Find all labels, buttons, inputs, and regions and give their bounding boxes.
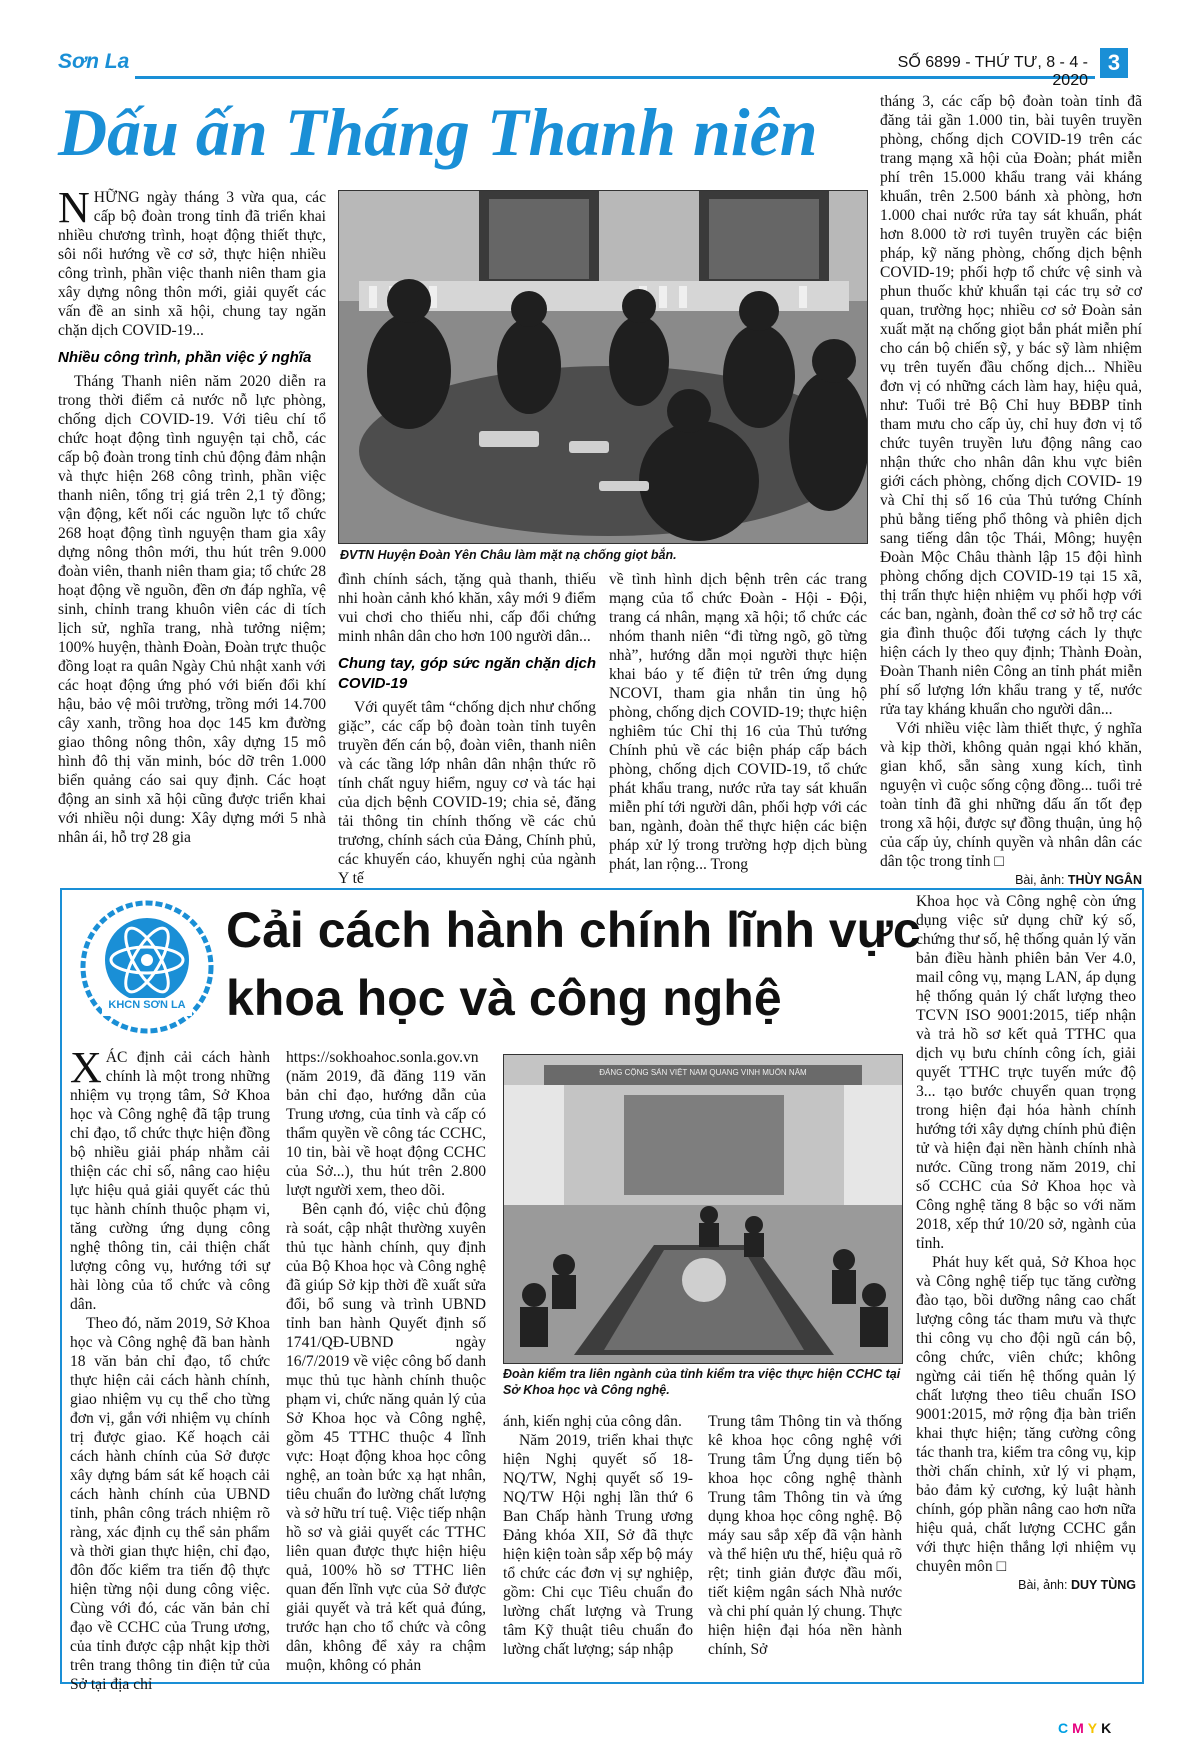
page-number: 3	[1100, 48, 1128, 78]
article2-col4	[708, 1412, 902, 1659]
khcn-logo	[78, 898, 216, 1036]
article1-dropcap: N	[58, 183, 90, 232]
article2-title-line2: khoa học và công nghệ	[226, 970, 782, 1026]
article1-title: Dấu ấn Tháng Thanh niên	[58, 94, 818, 170]
article2-col3	[503, 1412, 693, 1659]
article2-p2: https://sokhoahoc.sonla.gov.vn (năm 2019, đã đăng 119 văn bản chỉ đạo, hướng dẫn của Trung ương, của tỉnh và cấp có thẩm quyền về công tác CCHC, 10 tin, bài về hoạt động CCHC của Sở...), thu hút trên 2.800 lượt người xem, theo dõi.	[286, 1049, 486, 1199]
article2-photo	[503, 1054, 903, 1364]
article1-p3: Với quyết tâm “chống dịch như chống giặc”, các cấp bộ đoàn toàn tỉnh tuyên truyền đến cán bộ, đoàn viên, thanh niên và các tầng lớp nhân dân nhận thức rõ tính chất nguy hiểm, nguy cơ và tác hại của dịch bệnh COVID-19; chia sẻ, đăng tải thông tin chính thống về các chủ trương, chính sách của Đảng, Chính phủ, các khuyến cáo, khuyến nghị của ngành Y tế	[338, 699, 596, 887]
article2-col1	[70, 1043, 270, 1694]
khcn-logo-text: KHCN SƠN LA	[108, 999, 186, 1011]
cmyk-k: K	[1101, 1720, 1116, 1736]
section-name: Sơn La	[58, 50, 130, 73]
cmyk-y: Y	[1087, 1720, 1102, 1736]
meeting-photo-icon	[504, 1055, 902, 1363]
end-mark-icon: □	[996, 1558, 1006, 1575]
article2-p5: Năm 2019, triển khai thực hiện Nghị quyết số 18-NQ/TW, Nghị quyết số 19-NQ/TW Hội nghị lần thứ 6 Ban Chấp hành Trung ương Đảng khóa XII, Sở đã thực hiện kiện toàn sắp xếp bộ máy tổ chức các đơn vị sự nghiệp, gồm: Chi cục Tiêu chuẩn đo lường chất lượng và Trung tâm Kỹ thuật tiêu chuẩn đo lường chất lượng; sáp nhập	[503, 1432, 693, 1658]
article2-p4: ánh, kiến nghị của công dân.	[503, 1413, 682, 1430]
article2-col5	[916, 892, 1136, 1595]
article1-col1	[58, 183, 326, 847]
khcn-atom-logo-icon	[78, 898, 216, 1036]
article2-byline: Bài, ảnh: DUY TÙNG	[1018, 1578, 1136, 1592]
cmyk-c: C	[1058, 1720, 1073, 1736]
article2-col2	[286, 1048, 486, 1675]
article1-subhead2: Chung tay, góp sức ngăn chặn dịch COVID-19	[338, 655, 596, 692]
article2-p6: Trung tâm Thông tin và thống kê khoa học công nghệ với Trung tâm Ứng dụng tiến bộ khoa học công nghệ thành Trung tâm Thông tin và ứng dụng khoa học công nghệ. Bộ máy sau sắp xếp đã vận hành và thể hiện ưu thế, hiệu quả rõ rệt; tinh giản được đầu mối, tiết kiệm ngân sách Nhà nước và chi phí quản lý chung. Thực hiện hiện đại hóa nền hành chính, Sở	[708, 1413, 902, 1658]
article2-p8: Phát huy kết quả, Sở Khoa học và Công nghệ tiếp tục tăng cường đào tạo, bồi dưỡng nâng cao chất lượng công tác tham mưu và thực thi công vụ cho đội ngũ cán bộ, công chức, viên chức; không ngừng cải tiến hệ thống quản lý chất lượng theo tiêu chuẩn ISO 9001:2015, mở rộng địa bàn triển khai thực hiện; tăng cường công tác thanh tra, kiểm tra công vụ, kịp thời chấn chỉnh, xử lý vi phạm, bảo đảm kỷ cương, kỷ luật hành chính, góp phần nâng cao hơn nữa hiệu quả, chất lượng CCHC gắn với thực hiện thắng lợi nhiệm vụ chuyên môn □	[916, 1254, 1136, 1575]
article2-dropcap: X	[70, 1043, 102, 1092]
article1-subhead1: Nhiều công trình, phần việc ý nghĩa	[58, 349, 312, 366]
article2-photo-caption: Đoàn kiểm tra liên ngành của tỉnh kiểm tra việc thực hiện CCHC tại Sở Khoa học và Công nghệ.	[503, 1367, 901, 1397]
article2-p1: Theo đó, năm 2019, Sở Khoa học và Công nghệ đã ban hành 18 văn bản chỉ đạo, tổ chức thực hiện cải cách hành chính, giao nhiệm vụ cụ thể cho từng đơn vị, gắn với nhiệm vụ chính trị được giao. Kế hoạch cải cách hành chính của Sở được xây dựng bám sát kế hoạch cải cách hành chính của UBND tỉnh, phân công trách nhiệm rõ ràng, xác định cụ thể sản phẩm và thời gian thực hiện, chỉ đạo, đôn đốc kiểm tra tiến độ thực hiện từng nội dung công việc. Cùng với đó, các văn bản chỉ đạo về CCHC của Trung ương, của tỉnh được cập nhật kịp thời trên trang thông tin điện tử của Sở tại địa chỉ	[70, 1315, 270, 1693]
workshop-photo-icon	[339, 191, 867, 543]
article1-col3	[609, 570, 867, 874]
article1-p2: đình chính sách, tặng quà thanh, thiếu nhi hoàn cảnh khó khăn, xây mới 9 điểm vui chơi cho thiếu nhi, cấp đổi chứng minh nhân dân cho hơn 100 người dân...	[338, 571, 596, 645]
issue-info: SỐ 6899 - THỨ TƯ, 8 - 4 - 2020	[897, 54, 1088, 89]
article1-lead: HỮNG ngày tháng 3 vừa qua, các cấp bộ đoàn trong tỉnh đã triển khai nhiều chương trình, hoạt động thiết thực, sôi nổi hướng về cơ sở, thực hiện nhiều công trình, phần việc thanh niên tham gia xây dựng nông thôn mới, giải quyết các vấn đề an sinh xã hội, chung tay ngăn chặn dịch COVID-19...	[58, 189, 326, 339]
article1-byline: Bài, ảnh: THÙY NGÂN	[1015, 873, 1142, 887]
cmyk-m: M	[1072, 1720, 1088, 1736]
article1-photo	[338, 190, 868, 544]
article2-lead: ÁC định cải cách hành chính là một trong những nhiệm vụ trọng tâm, Sở Khoa học và Công nghệ đã tập trung chỉ đạo, tổ chức thực hiện đồng bộ nhiều giải pháp nhằm cải thiện các chỉ số, nâng cao hiệu lực hiệu quả giải quyết các thủ tục hành chính thuộc phạm vi, tăng cường ứng dụng công nghệ thông tin, cải thiện chất lượng công vụ, hướng tới sự hài lòng của tổ chức và công dân.	[70, 1049, 270, 1313]
article1-p4: về tình hình dịch bệnh trên các trang mạng của tổ chức Đoàn - Hội - Đội, trang cá nhân, mạng xã hội; tổ chức các nhóm thanh niên “đi từng ngõ, gõ từng nhà”, hướng dẫn mọi người thực hiện khai báo y tế điện tử trên ứng dụng NCOVI, tham gia nhắn tin ủng hộ phòng, chống dịch COVID-19; thực hiện nghiêm túc Chỉ thị 16 của Thủ tướng Chính phủ về các biện pháp cấp bách phòng, chống dịch COVID-19, tổ chức phát khẩu trang, nước rửa tay sát khuẩn miễn phí tới người dân, phối hợp với các ban, ngành, đoàn thể thực hiện các biện pháp xử lý trong trường hợp dịch bùng phát, lan rộng... Trong	[609, 571, 867, 873]
meeting-banner: ĐẢNG CỘNG SẢN VIỆT NAM QUANG VINH MUÔN NĂM	[599, 1068, 807, 1077]
article1-photo-caption: ĐVTN Huyện Đoàn Yên Châu làm mặt nạ chống giọt bắn.	[340, 548, 677, 562]
article2-p3: Bên cạnh đó, việc chủ động rà soát, cập nhật thường xuyên thủ tục hành chính, quy định của Bộ Khoa học và Công nghệ đã giúp Sở kịp thời đề xuất sửa đổi, bổ sung và trình UBND tỉnh ban hành Quyết định số 1741/QĐ-UBND ngày 16/7/2019 về việc công bố danh mục thủ tục hành chính thuộc phạm vi, chức năng quản lý của Sở Khoa học và Công nghệ, gồm 45 TTHC thuộc 4 lĩnh vực: Hoạt động khoa học công nghệ, an toàn bức xạ hạt nhân, tiêu chuẩn đo lường chất lượng và sở hữu trí tuệ. Việc tiếp nhận hồ sơ và giải quyết các TTHC liên quan được thực hiện hiệu quả, 100% hồ sơ TTHC liên quan đến lĩnh vực của Sở được giải quyết và trả kết quả đúng, trước hạn cho tổ chức và công dân, không để xảy ra chậm muộn, không có phản	[286, 1201, 486, 1674]
article1-col4	[880, 92, 1142, 890]
article1-p6: Với nhiều việc làm thiết thực, ý nghĩa và kịp thời, không quản ngại khó khăn, gian khổ, sẵn sàng xung kích, tình nguyện vì cuộc sống cộng đồng... tuổi trẻ toàn tỉnh đã ghi những dấu ấn tốt đẹp trong xã hội, được sự đồng thuận, ủng hộ của cấp ủy, chính quyền và nhân dân các dân tộc trong tỉnh □	[880, 720, 1142, 870]
article1-col2	[338, 570, 596, 888]
end-mark-icon: □	[994, 853, 1004, 870]
cmyk-marks	[1058, 1720, 1115, 1736]
article2-p7: Khoa học và Công nghệ còn ứng dụng việc sử dụng chữ ký số, chứng thư số, hệ thống quản lý văn bản điều hành phiên bản Ver 4.0, mail công vụ, mạng LAN, áp dụng hệ thống quản lý chất lượng theo TCVN ISO 9001:2015, tiếp nhận và trả hồ sơ kết quả TTHC qua dịch vụ bưu chính công ích, giải quyết TTHC trực tuyến mức độ 3... tạo bước chuyển quan trọng trong hiện đại hóa hành chính hướng tới xây dựng chính phủ điện tử và hiện đại nền hành chính nhà nước. Cũng trong năm 2019, chỉ số CCHC của Sở Khoa học và Công nghệ tăng 8 bậc so với năm 2018, xếp thứ 10/20 sở, ngành của tỉnh.	[916, 893, 1136, 1252]
article1-p5: tháng 3, các cấp bộ đoàn toàn tỉnh đã đăng tải gần 1.000 tin, bài tuyên truyền phòng, chống dịch COVID-19 trên các trang mạng xã hội của Đoàn; phát miễn phí trên 15.000 khẩu trang vải kháng khuẩn, trên 2.500 bánh xà phòng, hơn 1.000 chai nước rửa tay sát khuẩn, phát hơn 8.000 tờ rơi tuyên truyền các biện pháp, kỹ năng phòng, chống dịch bệnh COVID-19; phối hợp tổ chức vệ sinh và phun thuốc khử khuẩn tại các trụ sở cơ quan, trường học; nhiều cơ sở Đoàn sản xuất mặt nạ chống giọt bắn phát miễn phí cho cán bộ chiến sỹ, y bác sỹ làm nhiệm vụ trên tuyến đầu chống dịch... Nhiều đơn vị có những cách làm hay, hiệu quả, như: Tuổi trẻ Bộ Chỉ huy BĐBP tỉnh tham mưu cho cấp ủy, chỉ huy đơn vị tổ chức tuyên truyền lưu động nâng cao nhận thức cho nhân dân khu vực biên giới cách phòng, chống dịch COVID- 19 và Chỉ thị số 16 của Thủ tướng Chính phủ bằng tiếng phổ thông và phiên dịch sang tiếng dân tộc Thái, Mông; huyện Đoàn Mộc Châu thành lập 15 đội hình phòng chống dịch COVID-19 tại 15 xã, thị trấn thực hiện nhiệm vụ phối hợp với các ban, ngành, đoàn thể cơ sở hỗ trợ các gia đình thuộc đối tượng cách ly thực hiện cách ly theo quy định; Thành Đoàn, Đoàn Thanh niên Công an tỉnh phát miễn phí số lượng lớn khẩu trang y tế, nước rửa tay kháng khuẩn cho người dân...	[880, 93, 1142, 718]
article1-p1: Tháng Thanh niên năm 2020 diễn ra trong thời điểm cả nước nỗ lực phòng, chống dịch COVID-19. Với tiêu chí tổ chức hoạt động tình nguyện tại chỗ, các cấp bộ đoàn trong tỉnh chủ động đảm nhận và thực hiện 268 công trình, phần việc thanh niên, tổng trị giá trên 2,1 tỷ đồng; vận động, kết nối các nguồn lực tổ chức 268 hoạt động tình nguyện tham gia xây dựng nông thôn mới, thu hút trên 9.000 đoàn viên, thanh niên tham gia; tổ chức 28 hoạt động về nguồn, đền ơn đáp nghĩa, vệ sinh, chỉnh trang khuôn viên các di tích lịch sử, nghĩa trang, nhà tưởng niệm; 100% huyện, thành Đoàn, Đoàn trực thuộc đồng loạt ra quân Ngày Chủ nhật xanh với các hoạt động ứng phó với biến đổi khí hậu, bảo vệ môi trường, trồng mới 14.700 cây xanh, trồng hoa dọc 145 km đường giao thông nông thôn, xây dựng 15 mô hình đô thị văn minh, bóc dỡ trên 1.000 biển quảng cáo sai quy định. Các hoạt động an sinh xã hội cũng được triển khai với nhiều nội dung: Xây dựng mới 5 nhà nhân ái, hỗ trợ 28 gia	[58, 373, 326, 846]
article2-title-line1: Cải cách hành chính lĩnh vực	[226, 902, 921, 958]
